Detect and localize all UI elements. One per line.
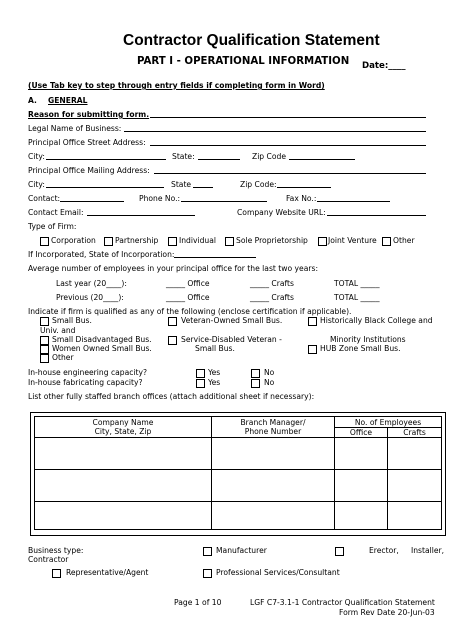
corporation-checkbox[interactable]: [40, 237, 49, 246]
zip-label: Zip Code: [252, 152, 286, 161]
table-row: [35, 470, 442, 502]
disadvantaged-label: Small Disadvantaged Bus.: [52, 335, 152, 344]
rep-agent-checkbox[interactable]: [52, 569, 61, 578]
city-label: City:: [28, 180, 45, 189]
contact-label: Contact:: [28, 194, 61, 203]
table-cell[interactable]: [35, 502, 212, 530]
professional-label: Professional Services/Consultant: [216, 568, 340, 577]
last-year-crafts[interactable]: _____ Crafts: [250, 279, 294, 288]
state-label: State:: [172, 152, 195, 161]
previous-office[interactable]: _____ Office: [166, 293, 210, 302]
sole-proprietorship-label: Sole Proprietorship: [236, 236, 308, 245]
engineering-yes-checkbox[interactable]: [196, 369, 205, 378]
partnership-checkbox[interactable]: [104, 237, 113, 246]
mailing-label: Principal Office Mailing Address:: [28, 166, 150, 175]
erector-checkbox[interactable]: [335, 547, 344, 556]
veteran-checkbox[interactable]: [168, 317, 177, 326]
reason-field[interactable]: [150, 117, 426, 118]
previous-label[interactable]: Previous (20____):: [56, 293, 124, 302]
zip-label: Zip Code:: [240, 180, 277, 189]
other-qual-label: Other: [52, 353, 74, 362]
engineering-yes-label: Yes: [208, 368, 221, 377]
other-checkbox[interactable]: [382, 237, 391, 246]
header-employees: No. of Employees: [335, 417, 442, 428]
header-crafts: Crafts: [388, 428, 442, 438]
engineering-no-label: No: [264, 368, 275, 377]
principal-street-field[interactable]: [150, 145, 426, 146]
table-cell[interactable]: [35, 470, 212, 502]
phone-label: Phone No.:: [139, 194, 181, 203]
table-cell[interactable]: [212, 470, 335, 502]
service-disabled-checkbox[interactable]: [168, 336, 177, 345]
zip-field[interactable]: [277, 187, 331, 188]
women-owned-checkbox[interactable]: [40, 345, 49, 354]
email-field[interactable]: [87, 215, 195, 216]
qualify-question: Indicate if firm is qualified as any of the following (enclose certification if applicable).: [28, 307, 352, 316]
table-cell[interactable]: [388, 470, 442, 502]
branch-table: [34, 416, 442, 530]
mailing-field[interactable]: [154, 173, 426, 174]
corporation-label: Corporation: [51, 236, 96, 245]
state-label: State: [171, 180, 192, 189]
disadvantaged-checkbox[interactable]: [40, 336, 49, 345]
manufacturer-checkbox[interactable]: [203, 547, 212, 556]
hubzone-label: HUB Zone Small Bus.: [320, 344, 401, 353]
instructions: (Use Tab key to step through entry fields if completing form in Word): [28, 81, 325, 90]
minority-label: Minority Institutions: [330, 335, 406, 344]
header-company-name: Company Name: [92, 418, 154, 427]
principal-street-label: Principal Office Street Address:: [28, 138, 146, 147]
sole-proprietorship-checkbox[interactable]: [225, 237, 234, 246]
hbcu-label: Historically Black College and: [320, 316, 433, 325]
individual-label: Individual: [179, 236, 216, 245]
doc-id: LGF C7-3.1-1 Contractor Qualification Statement: [250, 598, 435, 607]
engineering-no-checkbox[interactable]: [251, 369, 260, 378]
last-year-label[interactable]: Last year (20____):: [56, 279, 127, 288]
table-cell[interactable]: [335, 502, 388, 530]
fabricating-yes-checkbox[interactable]: [196, 379, 205, 388]
table-cell[interactable]: [335, 438, 388, 470]
form-rev: Form Rev Date 20-Jun-03: [339, 608, 435, 617]
city-field[interactable]: [46, 187, 164, 188]
joint-venture-label: Joint Venture: [328, 236, 377, 245]
section-letter: A.: [28, 96, 37, 105]
previous-crafts[interactable]: _____ Crafts: [250, 293, 294, 302]
branch-question: List other fully staffed branch offices (attach additional sheet if necessary):: [28, 392, 315, 401]
other-qual-checkbox[interactable]: [40, 354, 49, 363]
veteran-label: Veteran-Owned Small Bus.: [181, 316, 283, 325]
fabricating-yes-label: Yes: [208, 378, 221, 387]
header-branch-manager: Branch Manager/: [240, 418, 306, 427]
fax-field[interactable]: [317, 201, 390, 202]
business-type-label: Business type:: [28, 546, 84, 555]
header-phone-number: Phone Number: [244, 427, 302, 436]
previous-total[interactable]: TOTAL _____: [334, 293, 380, 302]
table-cell[interactable]: [212, 438, 335, 470]
rep-agent-label: Representative/Agent: [66, 568, 149, 577]
manufacturer-label: Manufacturer: [216, 546, 267, 555]
section-title: GENERAL: [48, 96, 88, 105]
installer-label: Installer,: [411, 546, 445, 555]
univ-label: Univ. and: [40, 326, 76, 335]
email-label: Contact Email:: [28, 208, 84, 217]
table-row: [35, 438, 442, 470]
form-title: Contractor Qualification Statement: [123, 32, 380, 49]
engineering-label: In-house engineering capacity?: [28, 368, 148, 377]
service-disabled-label-cont: Small Bus.: [195, 344, 235, 353]
header-office: Office: [335, 428, 388, 438]
legal-name-label: Legal Name of Business:: [28, 124, 122, 133]
page-number: Page 1 of 10: [174, 598, 222, 607]
professional-checkbox[interactable]: [203, 569, 212, 578]
part-heading: PART I - OPERATIONAL INFORMATION: [137, 56, 350, 67]
joint-venture-checkbox[interactable]: [318, 237, 327, 246]
small-bus-checkbox[interactable]: [40, 317, 49, 326]
fax-label: Fax No.:: [286, 194, 317, 203]
fabricating-no-checkbox[interactable]: [251, 379, 260, 388]
table-cell[interactable]: [388, 438, 442, 470]
phone-field[interactable]: [181, 201, 267, 202]
header-city-state-zip: City, State, Zip: [94, 427, 152, 436]
website-label: Company Website URL:: [237, 208, 326, 217]
city-label: City:: [28, 152, 45, 161]
small-bus-label: Small Bus.: [52, 316, 92, 325]
zip-field[interactable]: [289, 159, 355, 160]
table-cell[interactable]: [388, 502, 442, 530]
table-header-manager: [212, 417, 335, 438]
contact-field[interactable]: [60, 201, 124, 202]
last-year-office[interactable]: _____ Office: [166, 279, 210, 288]
incorporation-label: If Incorporated, State of Incorporation:: [28, 250, 175, 259]
table-cell[interactable]: [212, 502, 335, 530]
contractor-label: Contractor: [28, 555, 69, 564]
state-field[interactable]: [198, 159, 240, 160]
table-header-company: [35, 417, 212, 438]
employees-question: Average number of employees in your principal office for the last two years:: [28, 264, 319, 273]
website-field[interactable]: [327, 215, 426, 216]
partnership-label: Partnership: [115, 236, 159, 245]
fabricating-no-label: No: [264, 378, 275, 387]
erector-label: Erector,: [369, 546, 399, 555]
date-field[interactable]: Date:____: [362, 61, 406, 71]
table-cell[interactable]: [335, 470, 388, 502]
other-label: Other: [393, 236, 415, 245]
individual-checkbox[interactable]: [168, 237, 177, 246]
last-year-total[interactable]: TOTAL _____: [334, 279, 380, 288]
reason-label: Reason for submitting form.: [28, 110, 150, 119]
hbcu-checkbox[interactable]: [308, 317, 317, 326]
firm-type-label: Type of Firm:: [28, 222, 77, 231]
legal-name-field[interactable]: [124, 131, 426, 132]
table-row: [35, 502, 442, 530]
state-field[interactable]: [193, 187, 213, 188]
table-cell[interactable]: [35, 438, 212, 470]
women-owned-label: Women Owned Small Bus.: [52, 344, 152, 353]
service-disabled-label: Service-Disabled Veteran -: [181, 335, 282, 344]
hubzone-checkbox[interactable]: [308, 345, 317, 354]
fabricating-label: In-house fabricating capacity?: [28, 378, 143, 387]
city-field[interactable]: [46, 159, 166, 160]
incorporation-field[interactable]: [174, 257, 256, 258]
